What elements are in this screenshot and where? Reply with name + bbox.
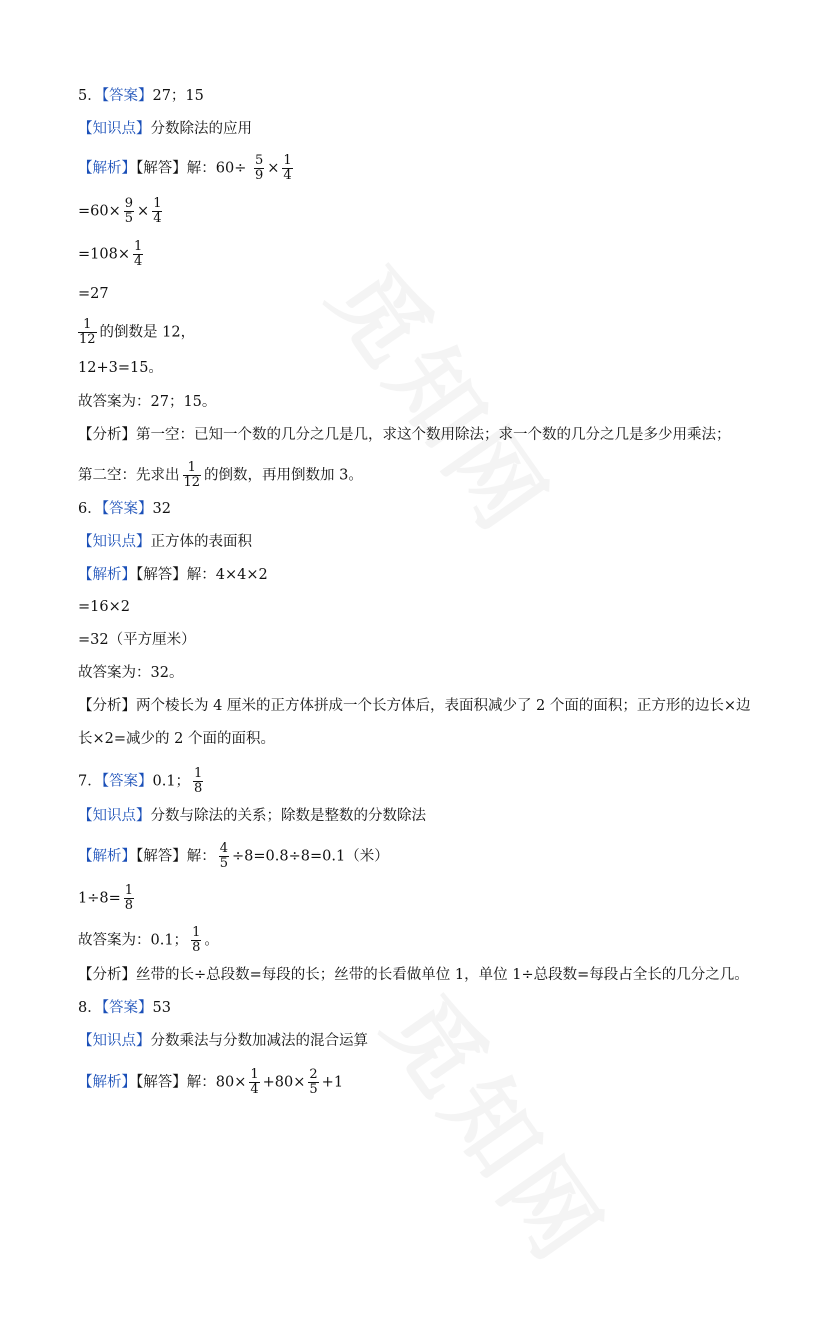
- conclusion-text: 故答案为：0.1；: [78, 932, 189, 949]
- q6-conclusion: 故答案为：32。: [78, 665, 184, 681]
- q5-solution-line-5: [78, 318, 195, 347]
- analysis-text: 第一空：已知一个数的几分之几是几，求这个数用除法；求一个数的几分之几是多少用乘法；: [136, 427, 731, 443]
- analysis-text: 丝带的长÷总段数=每段的长；丝带的长看做单位 1，单位 1÷总段数=每段占全长的几分之几。: [136, 967, 749, 983]
- analysis-tag: 【解析】: [78, 848, 136, 865]
- knowledge-text: 正方体的表面积: [150, 534, 252, 550]
- fenxi-tag: 【分析】: [78, 967, 136, 983]
- knowledge-text: 分数乘法与分数加减法的混合运算: [150, 1033, 368, 1049]
- q5-solution-line-2: [78, 197, 165, 226]
- math-text: ÷8=0.8÷8=0.1（米）: [232, 848, 389, 865]
- q6-analysis-line-2: 长×2=减少的 2 个面的面积。: [78, 731, 275, 747]
- analysis-text: 两个棱长为 4 厘米的正方体拼成一个长方体后，表面积减少了 2 个面的面积；正方形的边长×边: [136, 698, 751, 714]
- fraction-4-5: $\frac{4}{5}$: [219, 841, 229, 871]
- analysis-tag: 【解析】: [78, 567, 136, 583]
- answer-text: 27；15: [152, 88, 204, 104]
- analysis-text: 的倒数，再用倒数加 3。: [204, 467, 363, 484]
- fraction-1-4: $\frac{1}{4}$: [250, 1067, 259, 1097]
- q8-solution-line-1: [78, 1068, 343, 1097]
- q6-solution-line-2: =16×2: [78, 599, 130, 615]
- knowledge-tag: 【知识点】: [78, 121, 151, 137]
- answer-text: 32: [152, 501, 171, 517]
- fraction-1-8: $\frac{1}{8}$: [194, 766, 203, 796]
- solution-tag: 【解答】: [136, 1074, 187, 1091]
- question-number: 7．: [78, 773, 102, 790]
- q6-analysis-line-1: [78, 696, 751, 716]
- math-text: 1÷8=: [78, 890, 121, 907]
- question-number: 6．: [78, 501, 102, 517]
- solution-tag: 【解答】: [136, 160, 187, 177]
- fraction-1-8: $\frac{1}{8}$: [124, 883, 134, 913]
- fraction-9-5: $\frac{9}{5}$: [124, 196, 134, 226]
- conclusion-text: 。: [204, 932, 219, 949]
- knowledge-text: 分数除法的应用: [150, 121, 252, 137]
- q6-solution-line-1: [78, 565, 268, 585]
- math-text: =108×: [78, 246, 130, 263]
- fraction-1-12: $\frac{1}{12}$: [183, 460, 201, 490]
- q5-knowledge-line: [78, 119, 252, 139]
- fraction-1-8: $\frac{1}{8}$: [192, 925, 201, 955]
- question-number: 5．: [78, 88, 102, 104]
- math-text: ×: [267, 160, 280, 177]
- q6-answer-line: [78, 499, 171, 519]
- q5-analysis-line-1: [78, 425, 731, 445]
- q7-analysis: [78, 965, 749, 985]
- fraction-1-12: $\frac{1}{12}$: [79, 317, 96, 347]
- fenxi-tag: 【分析】: [78, 698, 136, 714]
- math-text: 解：: [186, 848, 216, 865]
- analysis-text: 第二空：先求出: [78, 467, 180, 484]
- q7-solution-line-2: [78, 884, 137, 913]
- math-text: +1: [321, 1074, 344, 1091]
- q7-knowledge-line: [78, 806, 426, 826]
- answer-tag: 【答案】: [101, 88, 153, 104]
- math-text: 解：80×: [186, 1074, 247, 1091]
- q5-solution-line-6: 12+3=15。: [78, 360, 163, 376]
- fraction-2-5: $\frac{2}{5}$: [309, 1067, 318, 1097]
- q5-solution-line-3: [78, 240, 146, 269]
- math-text: 解：60÷: [186, 160, 247, 177]
- answer-text: 53: [152, 1000, 171, 1016]
- q7-answer-line: [78, 767, 206, 796]
- answer-tag: 【答案】: [101, 1000, 153, 1016]
- fraction-1-4: $\frac{1}{4}$: [153, 196, 162, 226]
- watermark: [276, 194, 614, 597]
- answer-tag: 【答案】: [101, 773, 153, 790]
- q8-answer-line: [78, 998, 171, 1018]
- solution-tag: 【解答】: [136, 848, 187, 865]
- math-text: ×: [137, 203, 150, 220]
- fraction-1-4: $\frac{1}{4}$: [133, 239, 143, 269]
- knowledge-tag: 【知识点】: [78, 534, 151, 550]
- analysis-tag: 【解析】: [78, 160, 136, 177]
- q5-solution-line-4: =27: [78, 286, 109, 302]
- fraction-5-9: $\frac{5}{9}$: [254, 153, 264, 183]
- q5-solution-line-1: [78, 154, 296, 183]
- q7-conclusion: [78, 926, 219, 955]
- q5-analysis-line-2: [78, 461, 363, 490]
- q7-solution-line-1: [78, 842, 389, 871]
- q6-knowledge-line: [78, 532, 252, 552]
- answer-tag: 【答案】: [101, 501, 153, 517]
- solution-tag: 【解答】: [136, 567, 187, 583]
- q5-conclusion: 故答案为：27；15。: [78, 394, 217, 410]
- math-text: 解：4×4×2: [186, 567, 268, 583]
- math-text: =60×: [78, 203, 121, 220]
- knowledge-tag: 【知识点】: [78, 1033, 151, 1049]
- analysis-tag: 【解析】: [78, 1074, 136, 1091]
- answer-text: 0.1；: [152, 773, 191, 790]
- q5-answer-line: [78, 86, 204, 106]
- math-text: +80×: [262, 1074, 306, 1091]
- math-text: 的倒数是 12，: [99, 324, 196, 341]
- knowledge-text: 分数与除法的关系；除数是整数的分数除法: [150, 808, 426, 824]
- q8-knowledge-line: [78, 1031, 368, 1051]
- fenxi-tag: 【分析】: [78, 427, 136, 443]
- question-number: 8．: [78, 1000, 102, 1016]
- q6-solution-line-3: =32（平方厘米）: [78, 632, 196, 648]
- fraction-1-4: $\frac{1}{4}$: [283, 153, 292, 183]
- knowledge-tag: 【知识点】: [78, 808, 151, 824]
